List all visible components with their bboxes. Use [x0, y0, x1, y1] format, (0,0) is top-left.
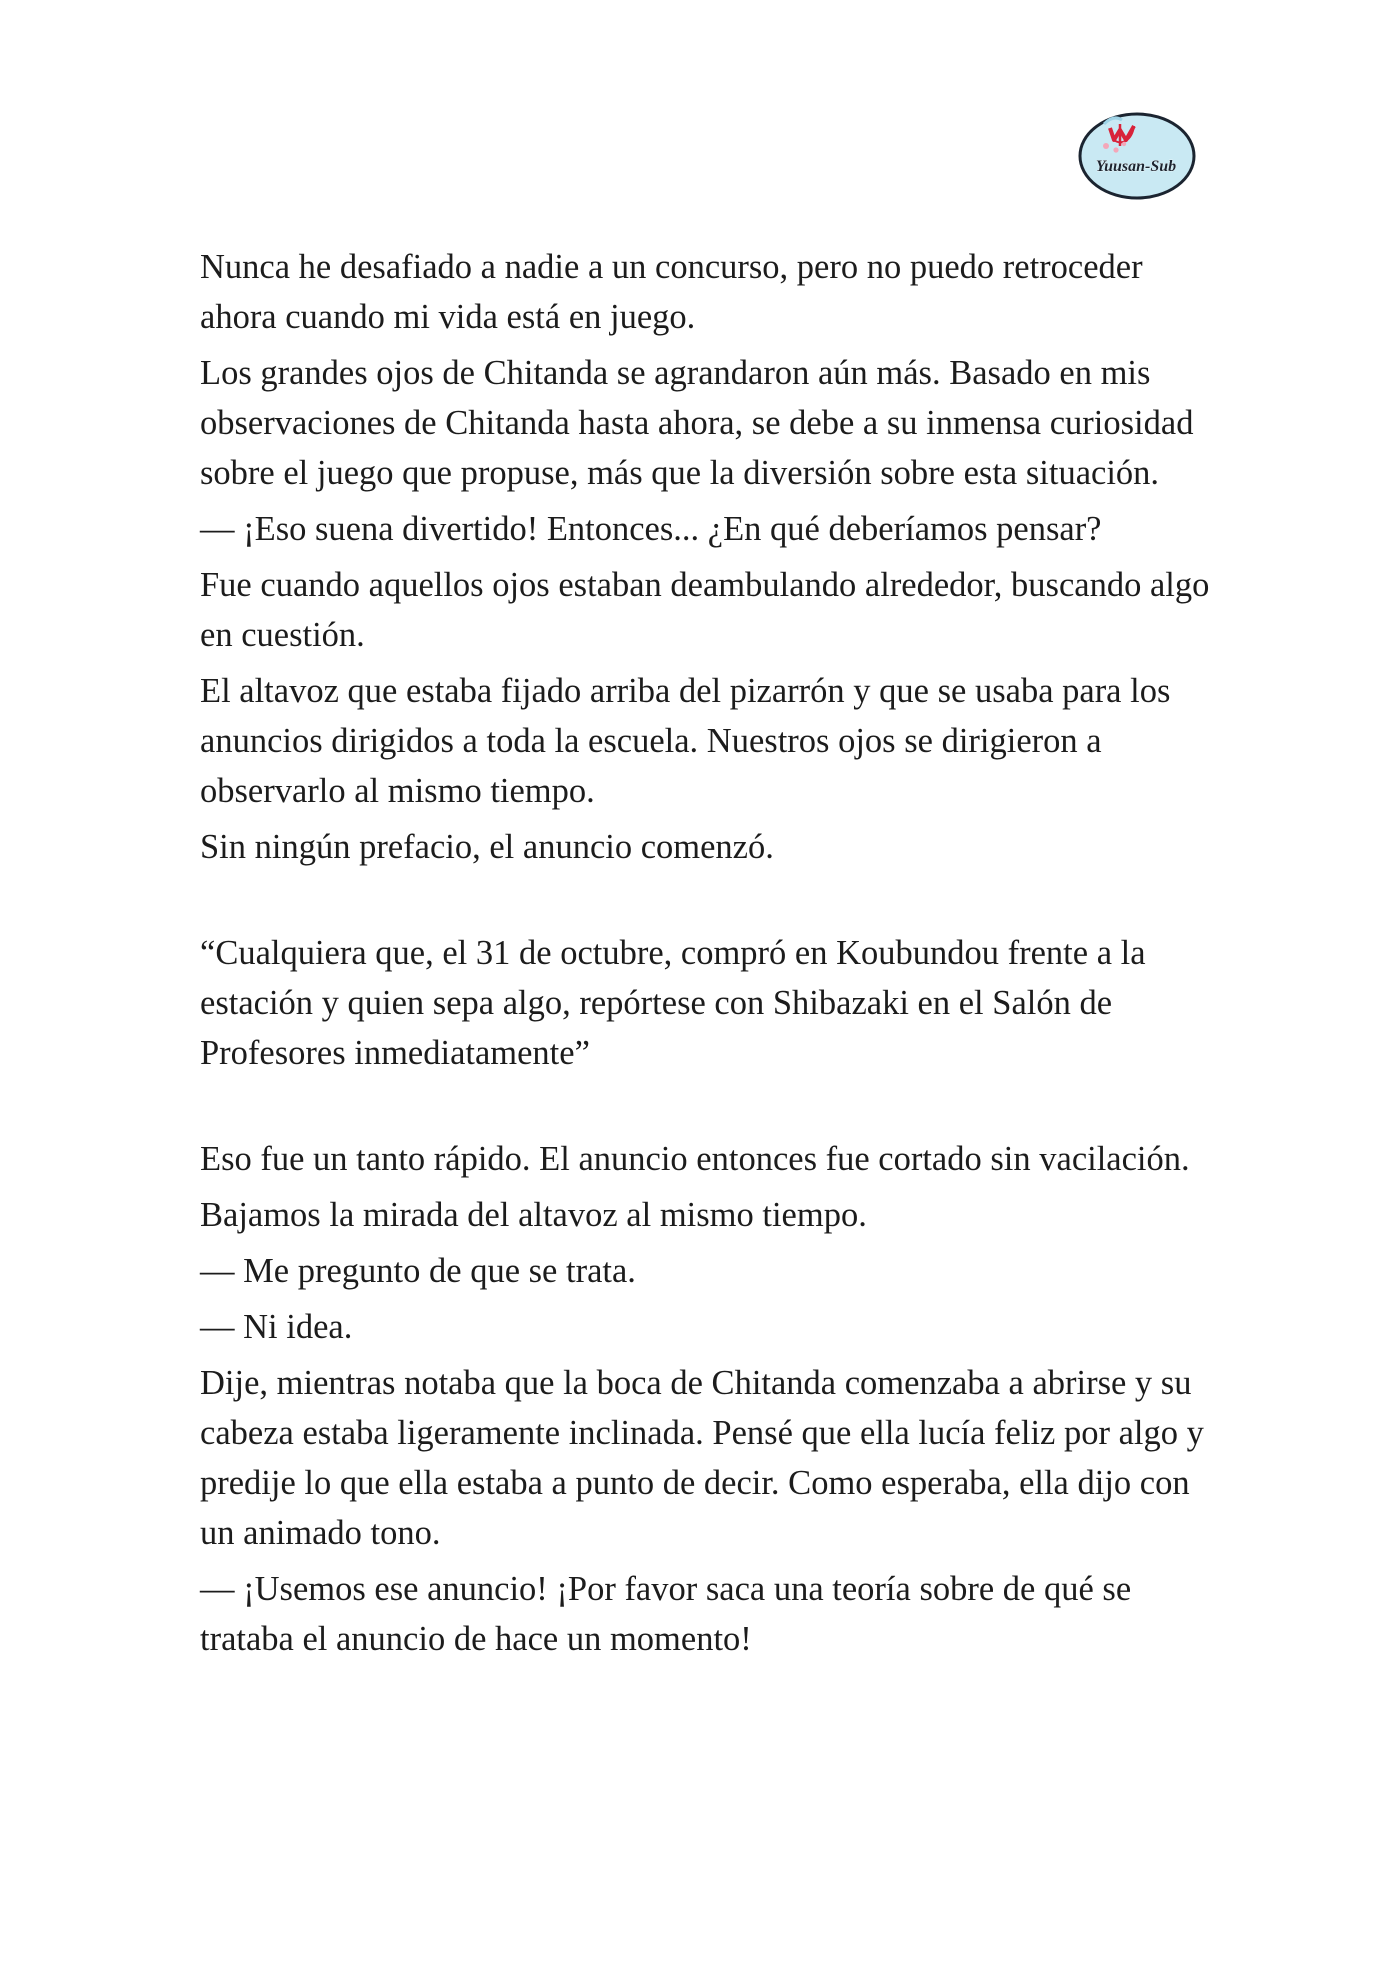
- yuusan-sub-logo: [1076, 106, 1198, 200]
- paragraph: Eso fue un tanto rápido. El anuncio entonces fue cortado sin vacilación.: [200, 1140, 1190, 1178]
- dialogue-line: — Ni idea.: [200, 1308, 353, 1346]
- paragraph: Bajamos la mirada del altavoz al mismo tiempo.: [200, 1196, 867, 1234]
- announcement-quote: “Cualquiera que, el 31 de octubre, compró en Koubundou frente a la estación y quien sepa algo, repórtese con Shibazaki en el Salón de Profesores inmediatamente”: [200, 934, 1146, 1072]
- dialogue-line: — Me pregunto de que se trata.: [200, 1252, 636, 1290]
- paragraph: Nunca he desafiado a nadie a un concurso, pero no puedo retroceder ahora cuando mi vida está en juego.: [200, 248, 1143, 336]
- paragraph: Sin ningún prefacio, el anuncio comenzó.: [200, 828, 774, 866]
- section-gap: [200, 878, 1210, 928]
- paragraph: Los grandes ojos de Chitanda se agrandaron aún más. Basado en mis observaciones de Chitanda hasta ahora, se debe a su inmensa curiosidad sobre el juego que propuse, más que la diversión sobre esta situación.: [200, 354, 1194, 492]
- paragraph: Dije, mientras notaba que la boca de Chitanda comenzaba a abrirse y su cabeza estaba ligeramente inclinada. Pensé que ella lucía feliz por algo y predije lo que ella estaba a punto de decir. Como esperaba, ella dijo con un animado tono.: [200, 1364, 1204, 1552]
- paragraph: El altavoz que estaba fijado arriba del pizarrón y que se usaba para los anuncios dirigidos a toda la escuela. Nuestros ojos se dirigieron a observarlo al mismo tiempo.: [200, 672, 1171, 810]
- text-body: [200, 242, 1210, 1670]
- dialogue-line: — ¡Eso suena divertido! Entonces... ¿En qué deberíamos pensar?: [200, 510, 1102, 548]
- logo-text: Yuusan-Sub: [1095, 158, 1177, 175]
- logo-badge-icon: [1076, 106, 1198, 200]
- section-gap: [200, 1084, 1210, 1134]
- dialogue-line: — ¡Usemos ese anuncio! ¡Por favor saca una teoría sobre de qué se trataba el anuncio de hace un momento!: [200, 1570, 1132, 1658]
- paragraph: Fue cuando aquellos ojos estaban deambulando alrededor, buscando algo en cuestión.: [200, 566, 1210, 654]
